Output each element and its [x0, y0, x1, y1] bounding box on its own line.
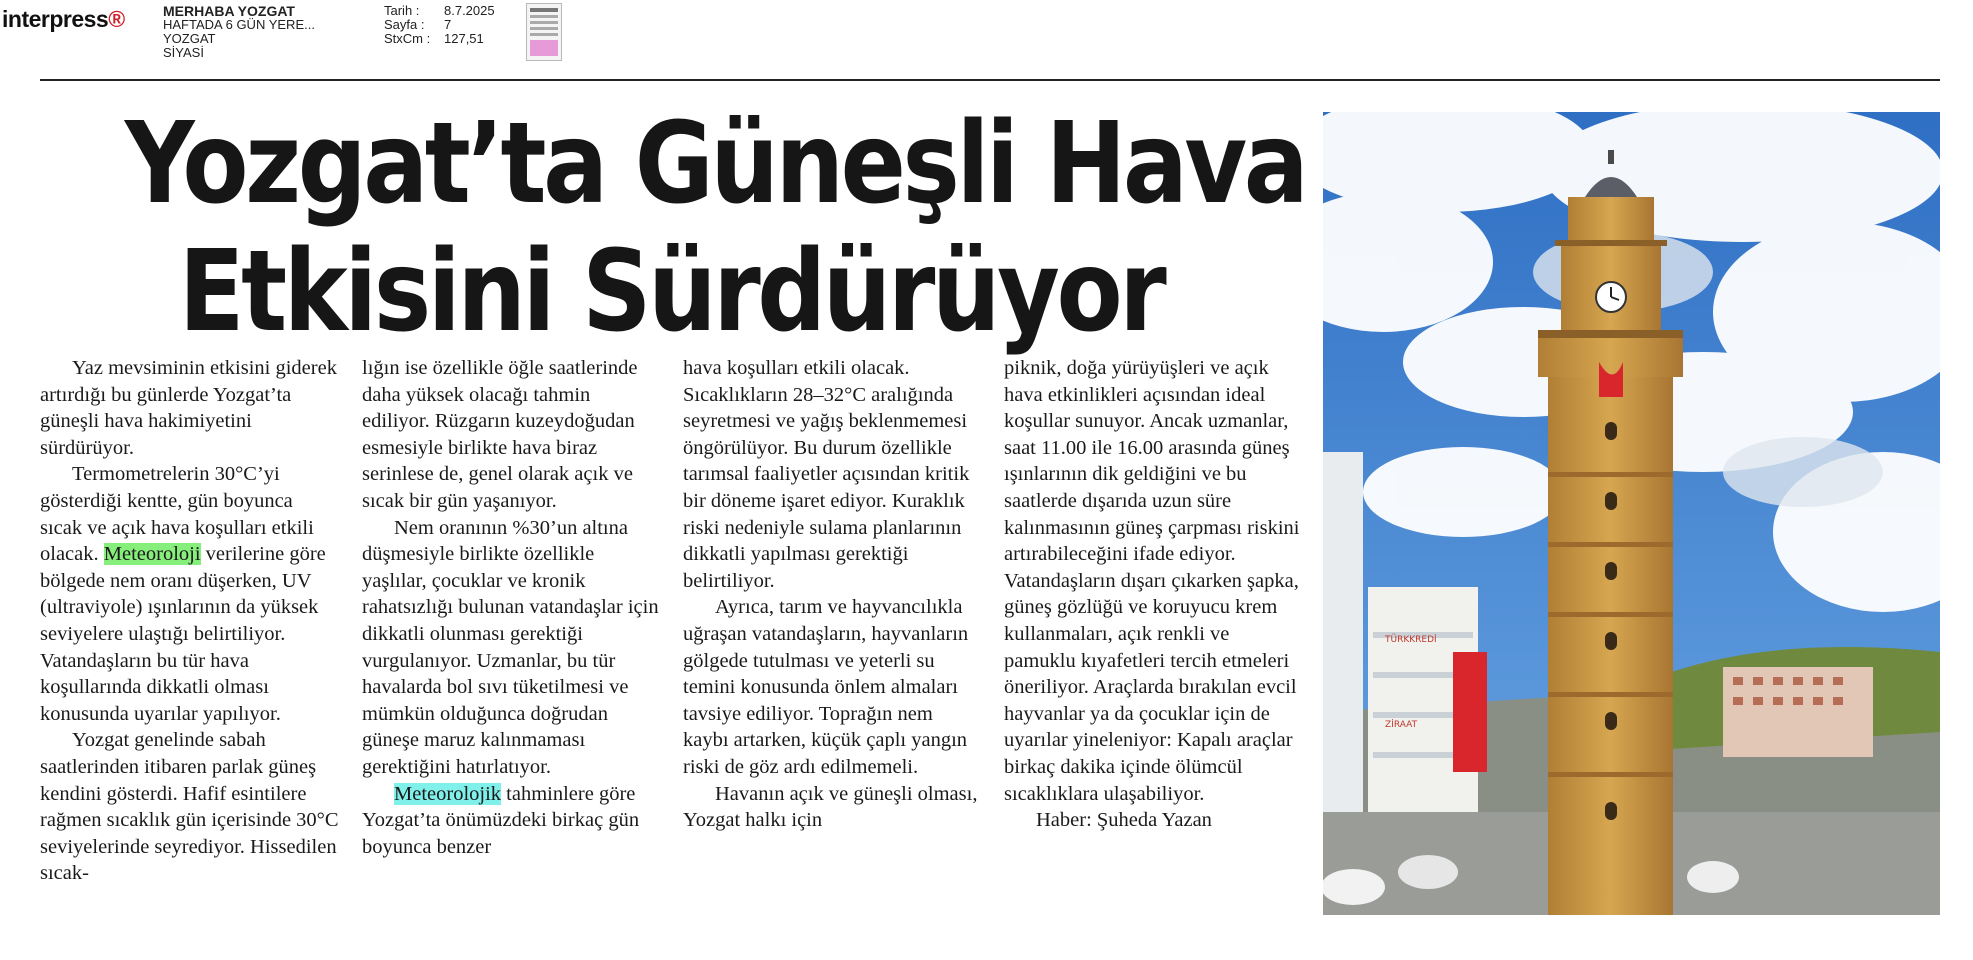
article-paragraph: piknik, doğa yürüyüşleri ve açık hava etkinlikleri açısından ideal koşullar sunuyor. Ancak uzmanlar, saat 11.00 ile 16.00 arasında güneş ışınlarının dik geldiğini ve bu saatlerde dışarıda uzun süre kalınmasının güneş çarpması riskini artırabileceğini ifade ediyor. Vatandaşların dışarı çıkarken şapka, güneş gözlüğü ve koruyucu krem kullanmaları, açık renkli ve pamuklu kıyafetleri tercih etmeleri öneriliyor. Araçlarda bırakılan evcil hayvanlar ya da çocuklar için de uyarılar yineleniyor: Kapalı araçlar birkaç dakika içinde ölümcül sıcaklıklara ulaşabiliyor.	[1004, 357, 1300, 805]
headline-line-1: Yozgat’ta Güneşli Hava	[124, 99, 1306, 229]
article-byline: Haber: Şuheda Yazan	[1036, 809, 1212, 832]
article-headline	[124, 99, 1306, 357]
highlight-meteoroloji: Meteoroloji	[103, 543, 201, 566]
publication-frequency: HAFTADA 6 GÜN YERE...	[163, 17, 315, 32]
article-column-2	[362, 355, 662, 925]
article-paragraph: Havanın açık ve güneşli olması, Yozgat halkı için	[683, 782, 978, 832]
sign-text-2: ZİRAAT	[1385, 720, 1418, 730]
publication-info	[163, 4, 315, 60]
highlight-meteorolojik: Meteorolojik	[394, 782, 502, 805]
article-paragraph	[40, 461, 340, 727]
article-paragraph: hava koşulları etkili olacak. Sıcaklıkların 28–32°C aralığında seyretmesi ve yağış beklenmemesi öngörülüyor. Bu durum özellikle tarımsal faaliyetler açısından kritik bir döneme işaret ediyor. Kuraklık riski nedeniyle sulama planlarının dikkatli yapılması gerektiği belirtiliyor.	[683, 357, 970, 592]
publication-city: YOZGAT	[163, 31, 216, 46]
publication-name: MERHABA YOZGAT	[163, 3, 295, 19]
article-column-1	[40, 355, 340, 925]
article-paragraph	[362, 781, 662, 861]
meta-stxcm: StxCm : 127,51	[384, 31, 484, 46]
page-thumbnail[interactable]	[526, 3, 562, 61]
article-paragraph: Yozgat genelinde sabah saatlerinden itibaren parlak güneş kendini gösterdi. Hafif esintilere rağmen sıcaklık gün içerisinde 30°C seviyelerinde seyrediyor. Hissedilen sıcak-	[40, 729, 339, 885]
article-paragraph: Nem oranının %30’un altına düşmesiyle birlikte özellikle yaşlılar, çocuklar ve kronik rahatsızlığı bulunan vatandaşlar için dikkatli olunması gerektiği vurgulanıyor. Uzmanlar, bu tür havalarda bol sıvı tüketilmesi ve mümkün olduğunca doğrudan güneşe maruz kalınmaması gerektiğini hatırlatıyor.	[362, 516, 659, 778]
meta-date: Tarih : 8.7.2025	[384, 3, 495, 18]
publication-category: SİYASİ	[163, 45, 204, 60]
article-paragraph: Ayrıca, tarım ve hayvancılıkla uğraşan vatandaşların, hayvanların gölgede tutulması ve yeterli su temini konusunda önlem almaları tavsiye ediliyor. Toprağın nem kaybı artarken, küçük çaplı yangın riski de göz ardı edilmemeli.	[683, 596, 969, 778]
article-column-4	[1004, 355, 1304, 925]
article-column-3	[683, 355, 983, 925]
headline-line-2: Etkisini Sürdürüyor	[178, 227, 1164, 357]
article-paragraph: Yaz mevsiminin etkisini giderek artırdığı bu günlerde Yozgat’ta güneşli hava hakimiyetini sürdürüyor.	[40, 357, 337, 459]
paragraph-text: verilerine göre bölgede nem oranı düşerken, UV (ultraviyole) ışınlarının da yüksek seviyelere ulaştığı belirtiliyor. Vatandaşların bu tür hava koşullarında dikkatli olması konusunda uyarılar yapılıyor.	[40, 543, 326, 725]
article-paragraph: lığın ise özellikle öğle saatlerinde daha yüksek olacağı tahmin ediliyor. Rüzgarın kuzeydoğudan esmesiyle birlikte hava biraz serinlese de, genel olarak açık ve sıcak bir gün yaşanıyor.	[362, 357, 638, 512]
clock-tower-photo	[1323, 112, 1940, 915]
interpress-logo: interpress®	[2, 6, 125, 32]
clipping-header	[0, 0, 1973, 70]
paragraph-text: Termometrelerin 30°C’yi gösterdiği kentte, gün boyunca sıcak ve açık hava koşulları etkili olacak.	[40, 463, 314, 566]
clipping-meta	[384, 4, 495, 46]
paragraph-text: tahminlere göre Yozgat’ta önümüzdeki birkaç gün boyunca benzer	[362, 782, 640, 858]
header-divider	[40, 79, 1940, 81]
meta-page: Sayfa : 7	[384, 17, 452, 32]
sign-text-1: TÜRKKREDİ	[1385, 635, 1437, 645]
